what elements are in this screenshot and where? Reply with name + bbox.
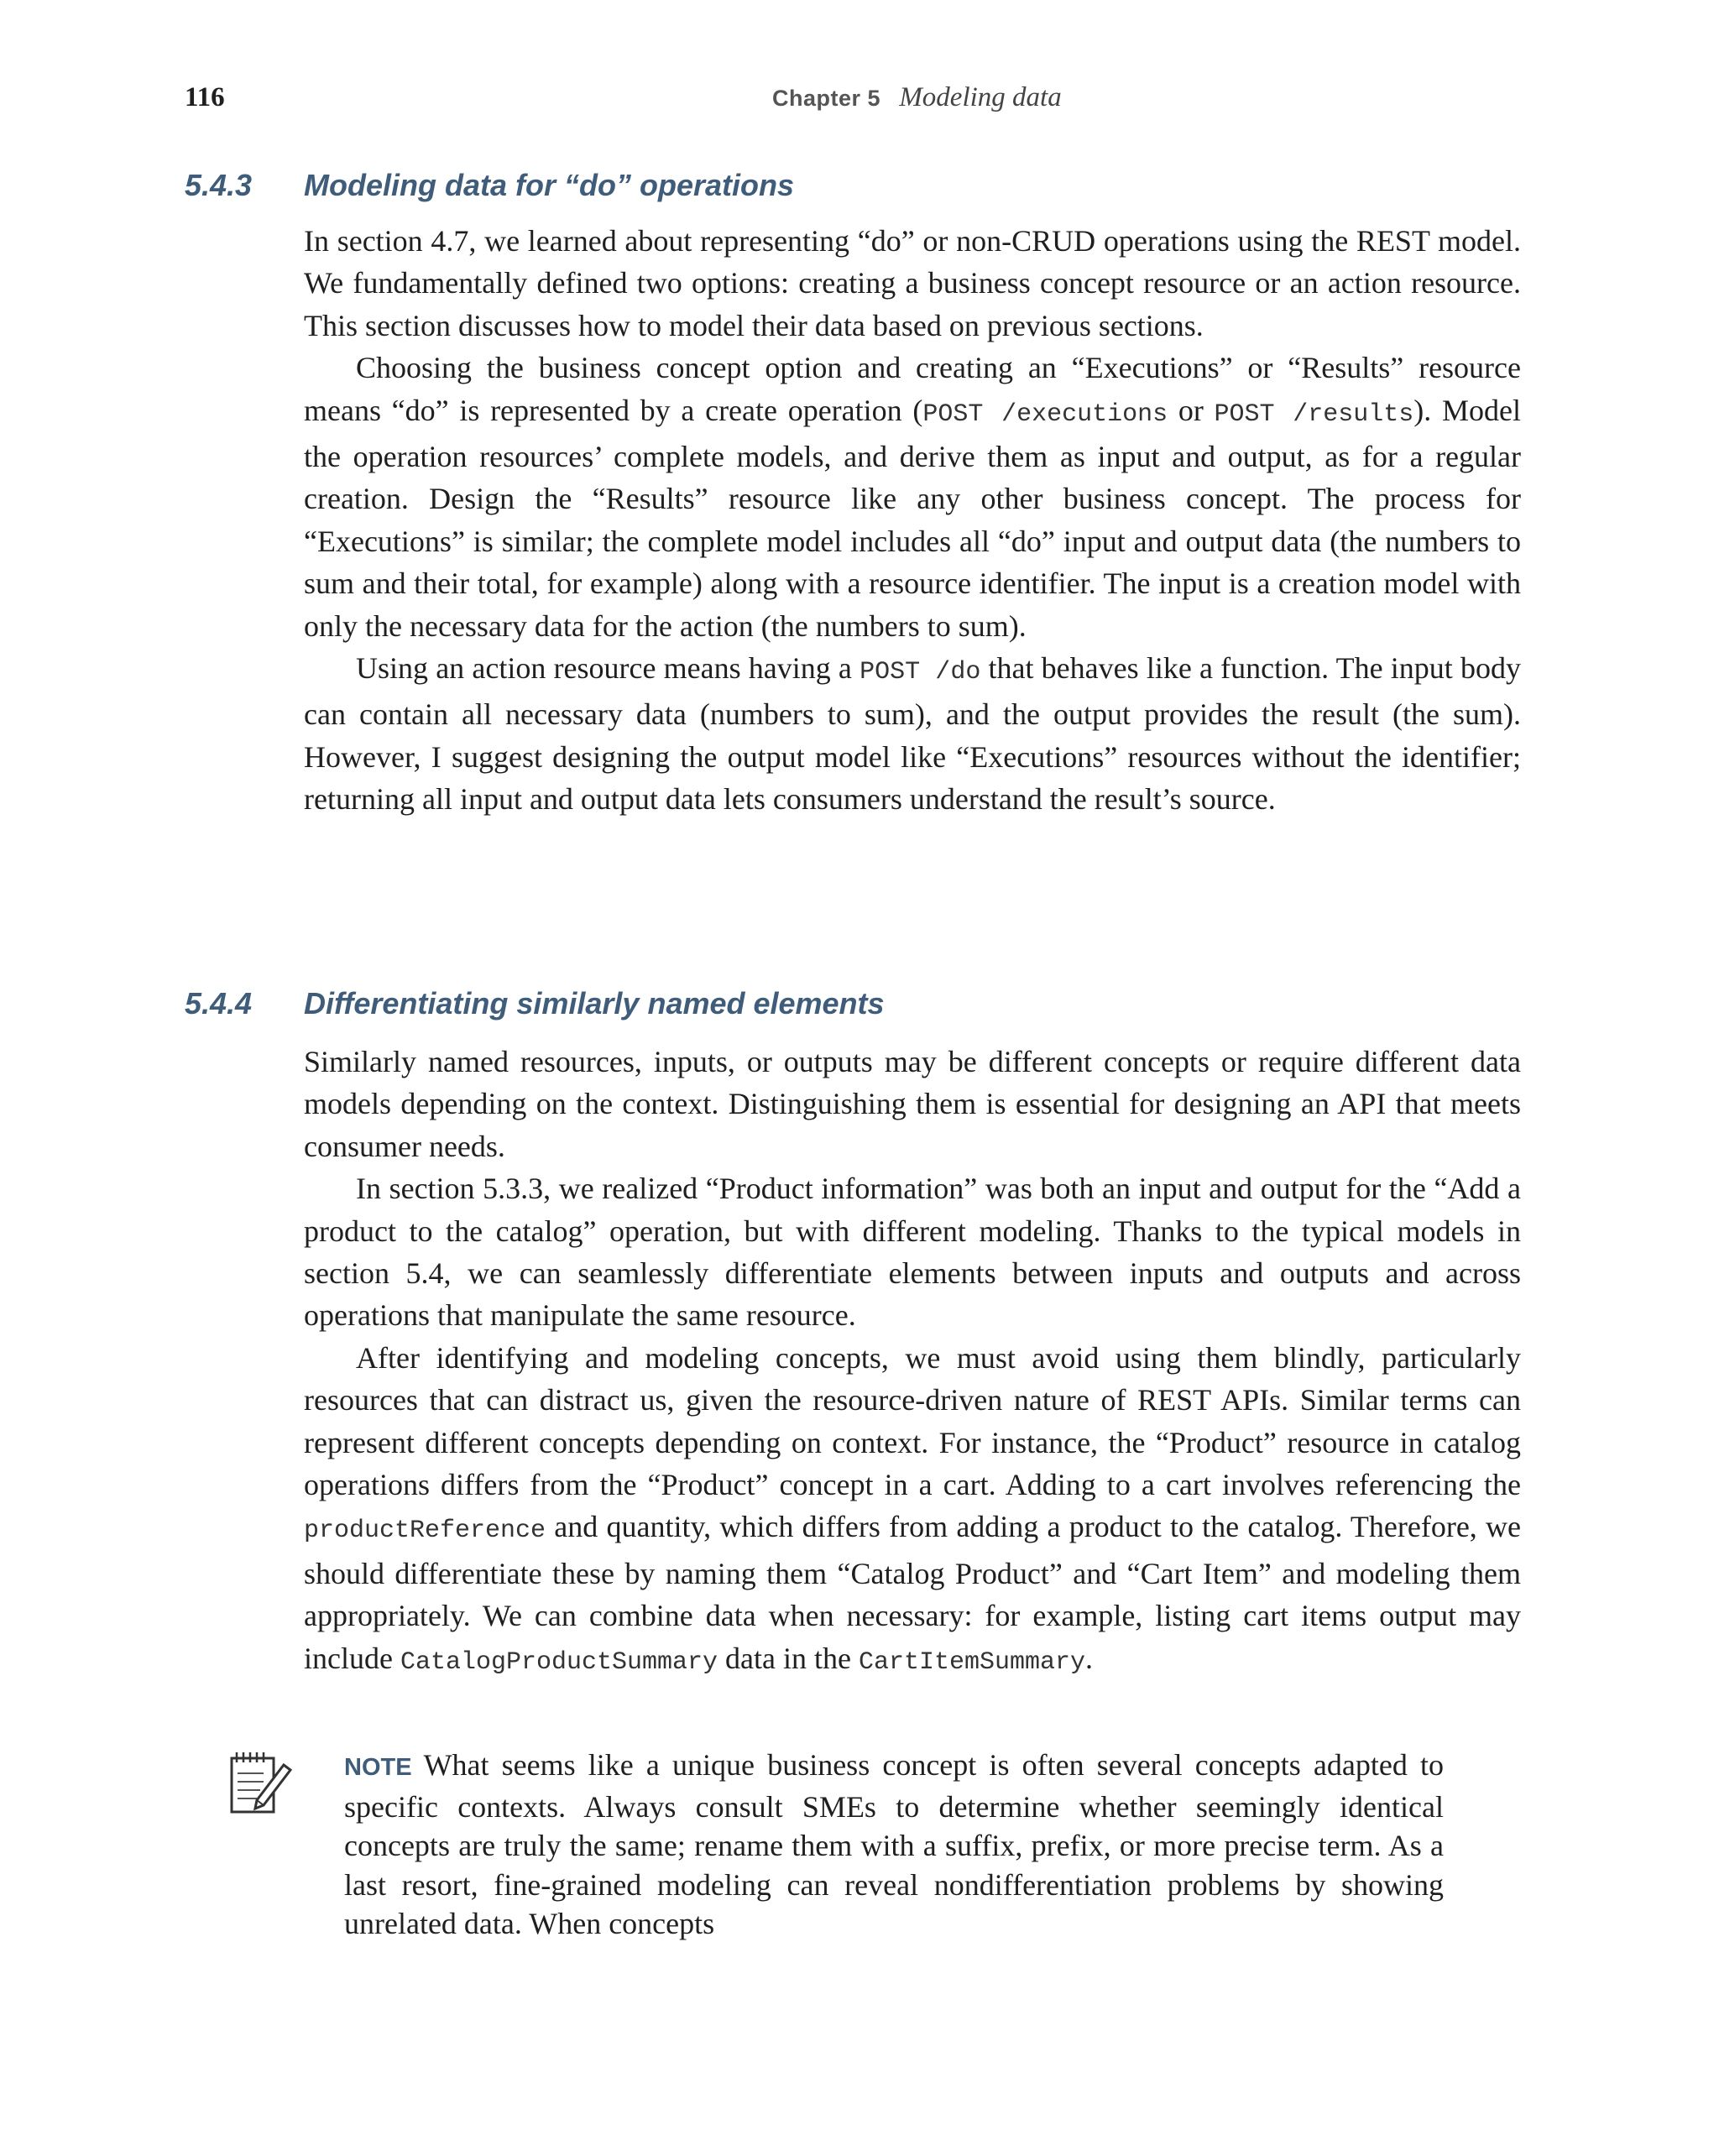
chapter-title: Modeling data <box>899 82 1062 112</box>
section-body <box>304 1041 1521 1684</box>
paragraph: After identifying and modeling concepts, we must avoid using them blindly, particularly resources that can distract us, given the resource-driven nature of REST APIs. Similar terms can represent different concepts depending on context. For instance, the “Product” resource in catalog operations differs from the “Product” concept in a cart. Adding to a cart involves referencing the productReference and quantity, which differs from adding a product to the catalog. Therefore, we should differentiate these by naming them “Catalog Product” and “Cart Item” and modeling them appropriately. We can combine data when necessary: for example, listing cart items output may include CatalogProductSummary data in the CartItemSummary. <box>304 1340 1521 1677</box>
inline-code: POST /results <box>1214 399 1414 429</box>
note-text: What seems like a unique business concept is often several concepts adapted to specific contexts. Always consult SMEs to determine whether seemingly identical concepts are truly the same; rename them with a suffix, prefix, or more precise term. As a last resort, fine-grained modeling can reveal nondifferentiation problems by showing unrelated data. When concepts <box>344 1748 1444 1940</box>
inline-code: productReference <box>304 1517 546 1546</box>
page-number: 116 <box>185 82 225 112</box>
paragraph: Similarly named resources, inputs, or outputs may be different concepts or require different data models depending on the context. Distinguishing them is essential for designing an API that meets consumer needs. <box>304 1045 1521 1163</box>
section-number: 5.4.3 <box>185 168 253 202</box>
paragraph: Using an action resource means having a POST /do that behaves like a function. The input body can contain all necessary data (numbers to sum), and the output provides the result (the sum). However, I suggest designing the output model like “Executions” resources without the identifier; returning all input and output data lets consumers understand the result’s source. <box>304 651 1521 817</box>
inline-code: CartItemSummary <box>858 1647 1086 1677</box>
section-number: 5.4.4 <box>185 986 253 1021</box>
note-label: NOTE <box>344 1754 412 1781</box>
inline-code: POST /executions <box>922 399 1168 429</box>
section-title: Modeling data for “do” operations <box>304 168 794 202</box>
notepad-icon <box>227 1750 292 1819</box>
paragraph: In section 4.7, we learned about representing “do” or non-CRUD operations using the REST model. We fundamentally defined two options: creating a business concept resource or an action resource. This section discusses how to model their data based on previous sections. <box>304 224 1521 342</box>
section-title: Differentiating similarly named elements <box>304 986 885 1021</box>
chapter-label: Chapter 5 <box>772 86 881 111</box>
section-body <box>304 220 1521 821</box>
note <box>344 1746 1444 1944</box>
running-head <box>772 82 1062 113</box>
inline-code: POST /do <box>860 658 981 687</box>
paragraph: In section 5.3.3, we realized “Product information” was both an input and output for the “Add a product to the catalog” operation, but with different modeling. Thanks to the typical models in section 5.4, we can seamlessly differentiate elements between inputs and outputs and across operations that manipulate the same resource. <box>304 1172 1521 1333</box>
paragraph: Choosing the business concept option and creating an “Executions” or “Results” resource means “do” is represented by a create operation (POST /executions or POST /results). Model the operation resources’ complete models, and derive them as input and output, as for a regular creation. Design the “Results” resource like any other business concept. The process for “Executions” is similar; the complete model includes all “do” input and output data (the numbers to sum and their total, for example) along with a resource identifier. The input is a creation model with only the necessary data for the action (the numbers to sum). <box>304 351 1521 643</box>
inline-code: CatalogProductSummary <box>400 1647 718 1677</box>
